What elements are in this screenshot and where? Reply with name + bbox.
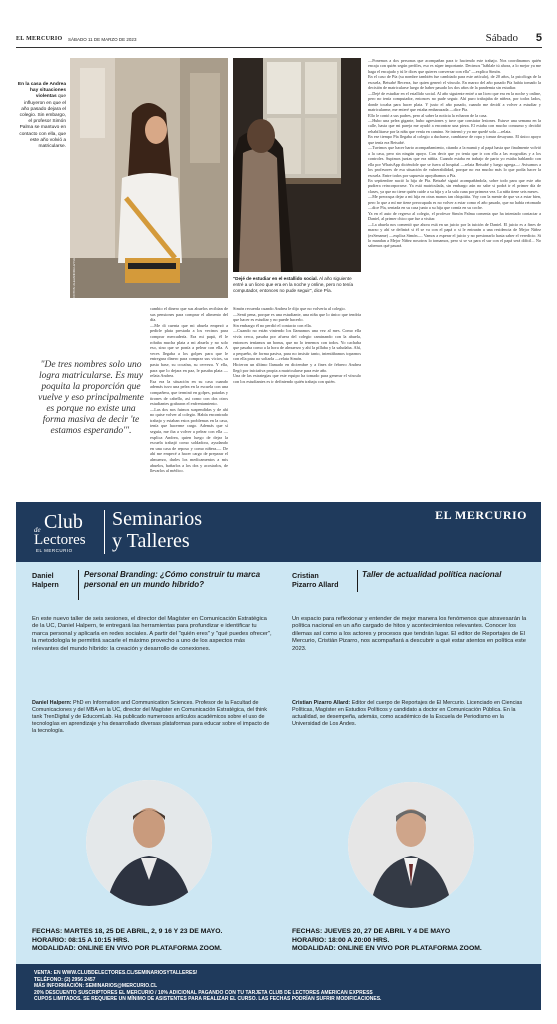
photo-woman-window [233, 58, 361, 272]
publication-name: EL MERCURIO [16, 36, 63, 42]
ad-banner [16, 502, 541, 562]
speaker-left-name [32, 571, 72, 589]
caption-right-bold: "Dejé de estudiar en el estallido social. [233, 276, 318, 281]
speaker-left-first: Daniel [32, 571, 54, 580]
speaker-left-last: Halpern [32, 580, 59, 589]
photo-student-illustration [70, 58, 228, 298]
course-right-modalidad: MODALIDAD: ONLINE EN VIVO POR PLATAFORMA ZOOM. [292, 945, 482, 953]
photo-caption-left [16, 82, 66, 150]
speaker-right-bio-name: Cristian Pizarro Allard: [292, 700, 351, 706]
speaker-right-bio [292, 700, 528, 728]
section-name: Sábado [485, 32, 518, 44]
caption-right-text: Al año siguiente entré a un liceo que era en la noche y online, pero no tenía computador, entonces no pude seguir", dice Pía. [233, 276, 354, 293]
speaker-left-photo [86, 780, 212, 906]
article-column-right: —Ponemos a dos personas que acompañan para ir haciendo este trabajo. Nos coordinamos quién encaja con quién según perfiles, eso es súper importante. Decimos "háblale tú ahora, a lo mejor ya me haga el encajado y tú le dices que quieres conversar con ella" —explica Simón. En el caso de Pía (su nombre también fue cambiado para este artículo), de 20 años, la psicóloga de la escuela, Betsabé Becerra, fue quien generó el vínculo. En marzo del año pasado Pía había tomado la decisión de matricularse luego de haber pasado los dos años de la pandemia sin estudiar. —Dejé de estudiar en el estallido social. Al año siguiente entré a un liceo que era en la noche y online, pero no tenía computador, entonces no pude seguir. Ahí puro trabajaba de niñera, por todos lados, donde tocaba para hacer plata. Y justo el año pasado, cuando me decidí a volver a estudiar y matricularme, me enteré que estaba embarazada —dice Pía. Ello le contó a sus padres, pero al saber la noticia la echaron de la casa. —Hubo una pelea gigante, hubo agresiones y tuve que constatar lesiones. Estuve una semana en la calle, hasta que mi pareja me ayudó a encontrar una pieza. El estaba con mucho consumo y decidió rehabilitarse por la niña que venía en camino. Se internó y yo me quedé sola —relata. En ese tiempo Pía llegaba al colegio a ducharse, cambiarse de ropa y tomar desayuno. El único apoyo que tenía era Betsabé. —Tuvimos que hacer harto acompañamiento, citando a la mamá y al papá hasta que finalmente volvió a la casa, pero sin ningún apoyo. Con decir que yo tenía que ir con ella a las ecografías y a los controles. Supimos juntas que era niñita. Cuando estaba en trabajo de parto yo estaba hablando con ella por WhatsApp diciéndole que se fuera al hospital —relata Betsabé y luego agrega—: Avisamos a los profesores de esa situación de vulnerabilidad, porque no era mucho más lo que podía hacer la escuela. Entre todos por supuesto apoyábamos a Pía. En septiembre nació la hija de Pía. Betsabé siguió acompañándola, sobre todo para que este año pudiera reincorporarse. Ya está matriculada, sin embargo aún no sabe si podrá ir el primer día de clases, ya que no tiene quién cuide a su hija y a la sala cuna por primera vez. La niña tiene seis meses. —Me preocupa dejar a mi hija en otras manos tan chiquitita. Voy con la mente de que va a estar bien, pero lo que a mí me tiene preocupada es no volver a estar como el año pasado, que no había retomado —dice Pía, sentada en su casa junto a su hija que comía en su coche. Ya en el auto de regreso al colegio, el profesor Simón Palma comenta que ha intentado contactar a Daniel, al primer chico que fue a visitar. —La abuela nos comentó que ahora está en un juicio por la tuición de Daniel. El juicio es a fines de marzo y ahí se definirá si él se va con el papá o si le entrarán a una residencia de Mejor Niñez (exSename) —explica Simón—. Vamos a esperar el juicio y no presionarlo hasta saber el veredicto. Si lo mandan a Mejor Niñez nosotros lo tomamos, pero si se va para el sur con el papá será difícil... No sabemos qué pasará. [368, 58, 541, 249]
speaker-left-bio-name: Daniel Halpern: [32, 700, 72, 706]
club-logo-club: Club [44, 511, 83, 533]
club-logo-de: de [34, 526, 41, 534]
photo-credit: FOTOS: ALEJANDRA LEYVA [72, 258, 76, 298]
speaker-left-portrait [86, 780, 212, 906]
caption-left-bold: En la casa de Andrea hay situaciones violentas [17, 82, 66, 100]
course-left-horario: HORARIO: 08:15 A 10:15 HRS. [32, 936, 130, 944]
course-left-description: En este nuevo taller de seis sesiones, el director del Magíster en Comunicación Estratégica de la UC, Daniel Halpern, te entregará las herramientas para profundizar e identificar tu marca personal y aplicarla en redes sociales. A partir del "quién eres" y "qué puedes ofrecer", la metodología te permitirá sacarle el máximo provecho a uno de los aspectos más relevantes del mundo híbrido: la creación y desarrollo de conexiones. [32, 616, 272, 652]
ad-footer [16, 964, 541, 1010]
course-left-schedule [32, 928, 282, 954]
ad-title [112, 508, 202, 552]
speaker-left-divider [78, 570, 79, 600]
speaker-left-bio [32, 700, 272, 735]
footer-cupos: CUPOS LIMITADOS. SE REQUIERE UN MÍNIMO DE ASISTENTES PARA REALIZAR EL CURSO. LAS FECHAS PODRÍAN SUFRIR MODIFICACIONES. [34, 996, 382, 1003]
masthead [16, 34, 542, 48]
footer-telefono: TELÉFONO: (2) 2956 2457 [34, 976, 96, 983]
footer-venta: VENTA: EN WWW.CLUBDELECTORES.CL/SEMINARIOSYTALLERES/ [34, 970, 198, 976]
speaker-right-first: Cristian [292, 571, 319, 580]
footer-info [34, 970, 534, 1003]
speaker-right-portrait [348, 782, 474, 908]
issue-date: SÁBADO 11 DE MARZO DE 2023 [68, 37, 137, 42]
article-column-2: Simón recuerda cuando Andrea le dijo que no volvería al colegio. —Sentí pena, porque es una estudiante, una niña que lo único que tendría que hacer es estudiar y no puede hacerlo. Sin embargo él no perdió el contacto con ella. —Cuando no están viniendo los llamamos una vez al mes. Como ella vivía cerca, pasaba por afuera del colegio caminando con la abuela, entonces teníamos un bonus, que no lo tenemos con todos. Yo cachaba que pasaba como a la hora de almuerzo y ahí la pillaba y la saludaba. Ahí, a pequeño, de forma pasiva, para no insistir tanto, intentábamos toparnos con ella para no soltarla —relata Simón. Hicieron un último llamado en diciembre y a fines de febrero Andrea llegó por iniciativa propia a matricularse para este año. Una de las estrategias que este equipo ha tomado para generar el vínculo con los estudiantes es ir definiendo quién trabaja con quién. [233, 306, 361, 384]
banner-divider [104, 510, 105, 554]
course-right-description: Un espacio para reflexionar y entender de mejor manera los fenómenos que atravesarán la política nacional en un año cargado de hitos y acontecimientos relevantes. Conocer los dilemas así como a los actores y procesos que tendrán lugar. El editor de Reportajes de El Mercurio, Cristián Pizarro, nos acompañará a descubrir a qué estar atentos en política este 2023. [292, 616, 527, 652]
course-right-fechas: FECHAS: JUEVES 20, 27 DE ABRIL Y 4 DE MAYO [292, 928, 451, 935]
article-column-1-tail [68, 464, 148, 498]
speaker-right-divider [357, 570, 358, 592]
photo-student-hallway [70, 58, 228, 298]
speaker-left-bio-text: PhD en Information and Communication Sciences. Profesor de la Facultad de Comunicaciones y del MBA en la UC, director del Magíster en Comunicación Estratégica, del think tank TrenDigital y de EducomLab. Ha publicado numerosos artículos académicos sobre el uso de tecnologías en aprendizaje y ha desarrollado diversas plataformas para educar sobre el impacto de la tecnología. [32, 700, 270, 734]
club-logo-sub: EL MERCURIO [36, 548, 73, 553]
course-right-horario: HORARIO: 18:00 A 20:00 HRS. [292, 936, 390, 944]
pull-quote: "De tres nombres solo uno logra matricularse. Es muy poquita la proporción que vuelve y eso principalmente es porque no existe una forma masiva de decir 'te estamos esperando'". [38, 360, 144, 436]
speaker-right-photo [348, 782, 474, 908]
footer-email: MÁS INFORMACIÓN: SEMINARIOS@MERCURIO.CL [34, 983, 158, 990]
photo-window-illustration [233, 58, 361, 272]
ad-title-line1: Seminarios [112, 508, 202, 530]
speaker-right-bio-text: Editor del cuerpo de Reportajes de El Mercurio. Licenciado en Ciencias Políticas, Magíster en Estudios Políticos y candidato a doctor en Comunicación Pública. En la actualidad, se desempeña, además, como académico de la Escuela de Periodismo en la Universidad de Los Andes. [292, 700, 523, 727]
club-logo-lectores: Lectores [34, 532, 86, 548]
caption-left-text: que influyeron en que el año pasado dejara el colegio. Sin embargo, el profesor Simón Palma se mantuvo en contacto con ella, que este año volvió a matricularse. [19, 94, 66, 150]
page-number: 5 [535, 32, 542, 44]
speaker-right-last: Pizarro Allard [292, 580, 339, 589]
course-right-title: Taller de actualidad política nacional [362, 570, 502, 579]
course-left-title: Personal Branding: ¿Cómo construir tu marca personal en un mundo híbrido? [84, 570, 261, 589]
article-column-1: cambio el dinero que sus abuelos recibían de sus pensiones para comprar el alimento del día. —Me di cuenta que mi abuela empezó a pedirle plata prestada a los vecinos para comprar mercadería. Era mi papá, él le robaba mucha plata a mi abuela y no solo eso, sino que se ponía a pelear con ella. A veces llegaba a los golpes para que le entregara dinero para comprar sus vicios, su pasta base, su cocaína, su cerveza. Y ella, para que lo dejara en paz, le pasaba plata —relata Andrea. Esa era la situación en su casa cuando además tuvo una pelea en la escuela con una compañera, que terminó en golpes, patadas y tirones de cabello, así como con dos otros estudiantes grabaron el enfrentamiento. —Las dos nos fuimos suspendidas y de ahí no quise volver al colegio. Había encontrado trabajo y estaban estos problemas en la casa, tenía que hacerme cargo. Además que sí seguía, me iba a volver a pelear con ella —explica Andrea, quien luego de dejar la escuela trabajó como soldadora, ayudando en una casa de reposo y como niñera—. De ahí me empecé a hacer cargo de preparar el almuerzo, darles los medicamentos a mis abuelos, bañarlos a los dos y acostarlos, de llevarlos al médico. [150, 306, 228, 474]
brand-logo: EL MERCURIO [435, 508, 527, 522]
ad-title-line2: y Talleres [112, 530, 190, 552]
speaker-right-name [292, 571, 354, 589]
course-right-schedule [292, 928, 532, 954]
photo-caption-right [233, 276, 361, 293]
footer-descuento: 20% DESCUENTO SUSCRIPTORES EL MERCURIO / 10% ADICIONAL PAGANDO CON TU TARJETA CLUB DE LECTORES AMERICAN EXPRESS [34, 989, 373, 996]
course-left-modalidad: MODALIDAD: ONLINE EN VIVO POR PLATAFORMA ZOOM. [32, 945, 222, 953]
course-left-fechas: FECHAS: MARTES 18, 25 DE ABRIL, 2, 9 16 Y 23 DE MAYO. [32, 928, 223, 935]
